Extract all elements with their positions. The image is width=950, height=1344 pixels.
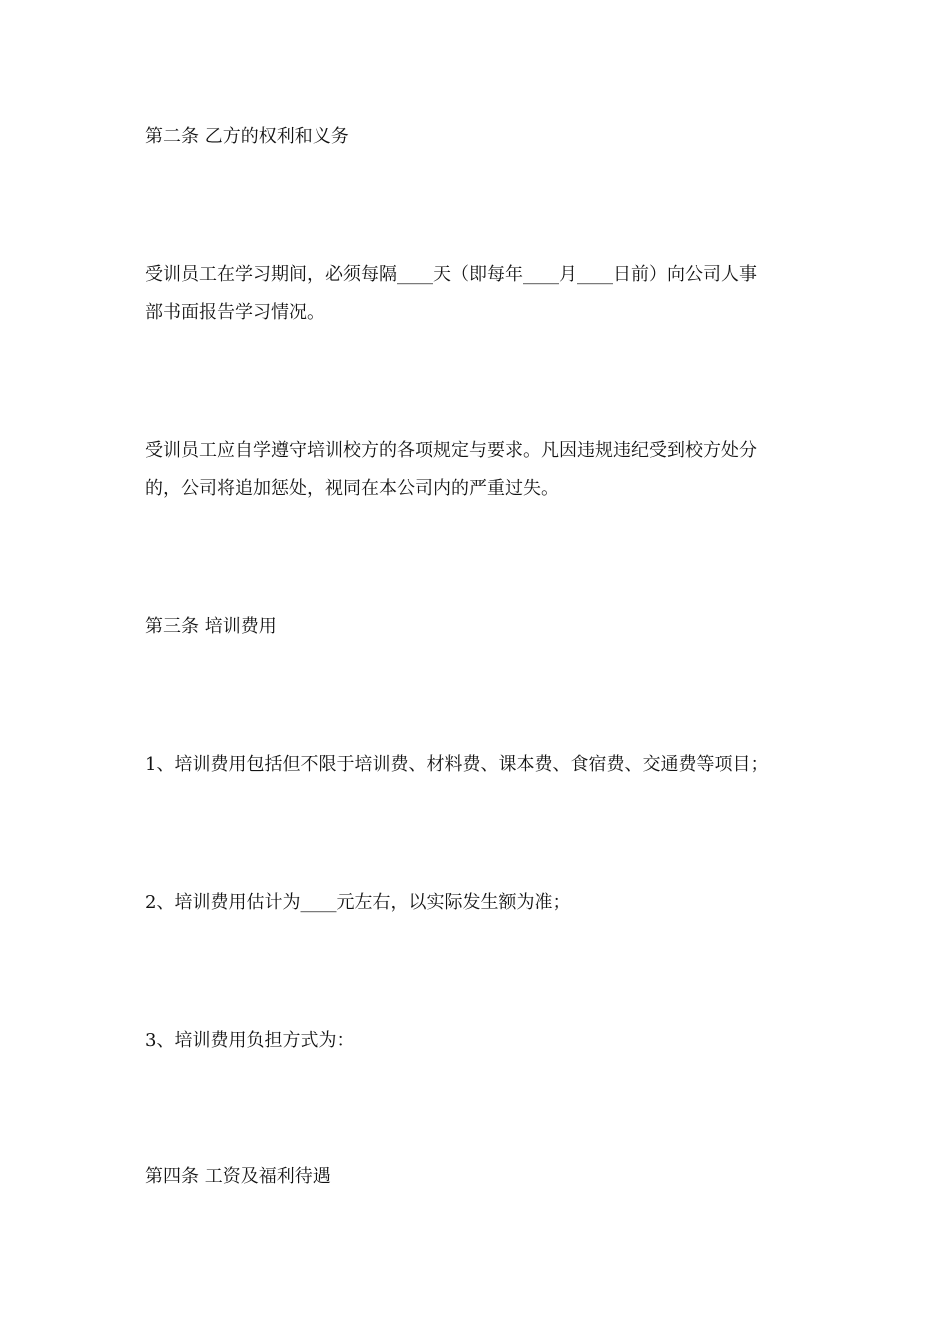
- article-2-paragraph-2-line-2: 的，公司将追加惩处，视同在本公司内的严重过失。: [145, 478, 559, 499]
- article-3-item-1: 1、培训费用包括但不限于培训费、材料费、课本费、食宿费、交通费等项目；: [145, 754, 769, 775]
- article-2-paragraph-1-line-1: 受训员工在学习期间，必须每隔____天（即每年____月____日前）向公司人事: [145, 264, 757, 285]
- article-2-paragraph-2-line-1: 受训员工应自学遵守培训校方的各项规定与要求。凡因违规违纪受到校方处分: [145, 440, 757, 461]
- article-3-item-2: 2、培训费用估计为____元左右，以实际发生额为准；: [145, 892, 571, 913]
- article-2-paragraph-1-line-2: 部书面报告学习情况。: [145, 302, 325, 323]
- article-2-heading: 第二条 乙方的权利和义务: [145, 126, 349, 147]
- article-4-heading: 第四条 工资及福利待遇: [145, 1166, 331, 1187]
- article-3-heading: 第三条 培训费用: [145, 616, 277, 637]
- article-3-item-3: 3、培训费用负担方式为：: [145, 1030, 355, 1051]
